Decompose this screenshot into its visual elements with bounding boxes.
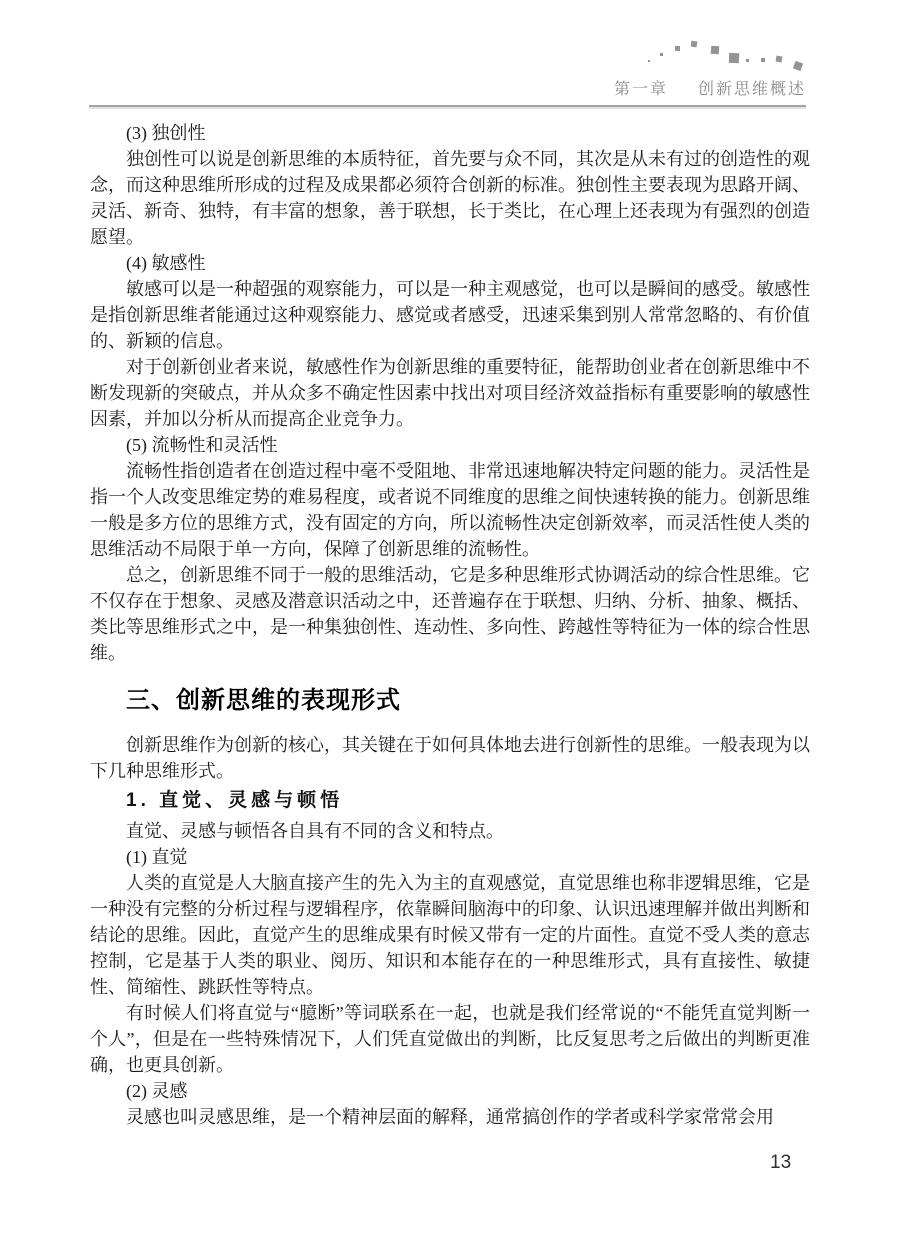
header-rule [89,105,806,109]
section-item-label: (1) 直觉 [126,847,188,867]
section-heading: 三、创新思维的表现形式 [126,687,401,714]
subsection-heading: 1. 直觉、灵感与顿悟 [126,790,344,811]
body-paragraph: 有时候人们将直觉与“臆断”等词联系在一起，也就是我们经常说的“不能凭直觉判断一个人”，但是在一些特殊情况下，人们凭直觉做出的判断，比反复思考之后做出的判断更准确，也更具创新。 [90,1003,810,1075]
running-head [89,0,806,99]
section-item-label: (4) 敏感性 [126,253,206,273]
body-paragraph: 对于创新创业者来说，敏感性作为创新思维的重要特征，能帮助创业者在创新思维中不断发现新的突破点，并从众多不确定性因素中找出对项目经济效益指标有重要影响的敏感性因素，并加以分析从而提高企业竞争力。 [90,357,810,429]
section-item-label: (5) 流畅性和灵活性 [126,435,278,455]
body-paragraph: 总之，创新思维不同于一般的思维活动，它是多种思维形式协调活动的综合性思维。它不仅存在于想象、灵感及潜意识活动之中，还普遍存在于联想、归纳、分析、抽象、概括、类比等思维形式之中，是一种集独创性、连动性、多向性、跨越性等特征为一体的综合性思维。 [90,565,810,663]
body-paragraph: 直觉、灵感与顿悟各自具有不同的含义和特点。 [126,821,504,841]
section-item-label: (2) 灵感 [126,1081,188,1101]
body-paragraph: 人类的直觉是人大脑直接产生的先入为主的直观感觉，直觉思维也称非逻辑思维，它是一种没有完整的分析过程与逻辑程序，依靠瞬间脑海中的印象、认识迅速理解并做出判断和结论的思维。因此，直觉产生的思维成果有时候又带有一定的片面性。直觉不受人类的意志控制，它是基于人类的职业、阅历、知识和本能存在的一种思维形式，具有直接性、敏捷性、简缩性、跳跃性等特点。 [90,873,810,997]
body-paragraph: 流畅性指创造者在创造过程中毫不受阻地、非常迅速地解决特定问题的能力。灵活性是指一个人改变思维定势的难易程度，或者说不同维度的思维之间快速转换的能力。创新思维一般是多方位的思维方式，没有固定的方向，所以流畅性决定创新效率，而灵活性使人类的思维活动不局限于单一方向，保障了创新思维的流畅性。 [90,461,810,559]
body-paragraph: 独创性可以说是创新思维的本质特征，首先要与众不同，其次是从未有过的创造性的观念，而这种思维所形成的过程及成果都必须符合创新的标准。独创性主要表现为思路开阔、灵活、新奇、独特，有丰富的想象，善于联想，长于类比，在心理上还表现为有强烈的创造愿望。 [90,149,810,247]
page-number: 13 [770,1152,792,1173]
section-item-label: (3) 独创性 [126,123,206,143]
chapter-label: 第一章 [613,81,668,98]
chapter-section-title: 创新思维概述 [697,81,806,98]
page-body [90,120,810,1130]
body-paragraph: 敏感可以是一种超强的观察能力，可以是一种主观感觉，也可以是瞬间的感受。敏感性是指创新思维者能通过这种观察能力、感觉或者感受，迅速采集到别人常常忽略的、有价值的、新颖的信息。 [90,279,810,351]
page-header [89,0,806,109]
body-paragraph: 灵感也叫灵感思维，是一个精神层面的解释，通常搞创作的学者或科学家常常会用 [126,1107,774,1127]
body-paragraph: 创新思维作为创新的核心，其关键在于如何具体地去进行创新性的思维。一般表现为以下几种思维形式。 [90,735,810,781]
